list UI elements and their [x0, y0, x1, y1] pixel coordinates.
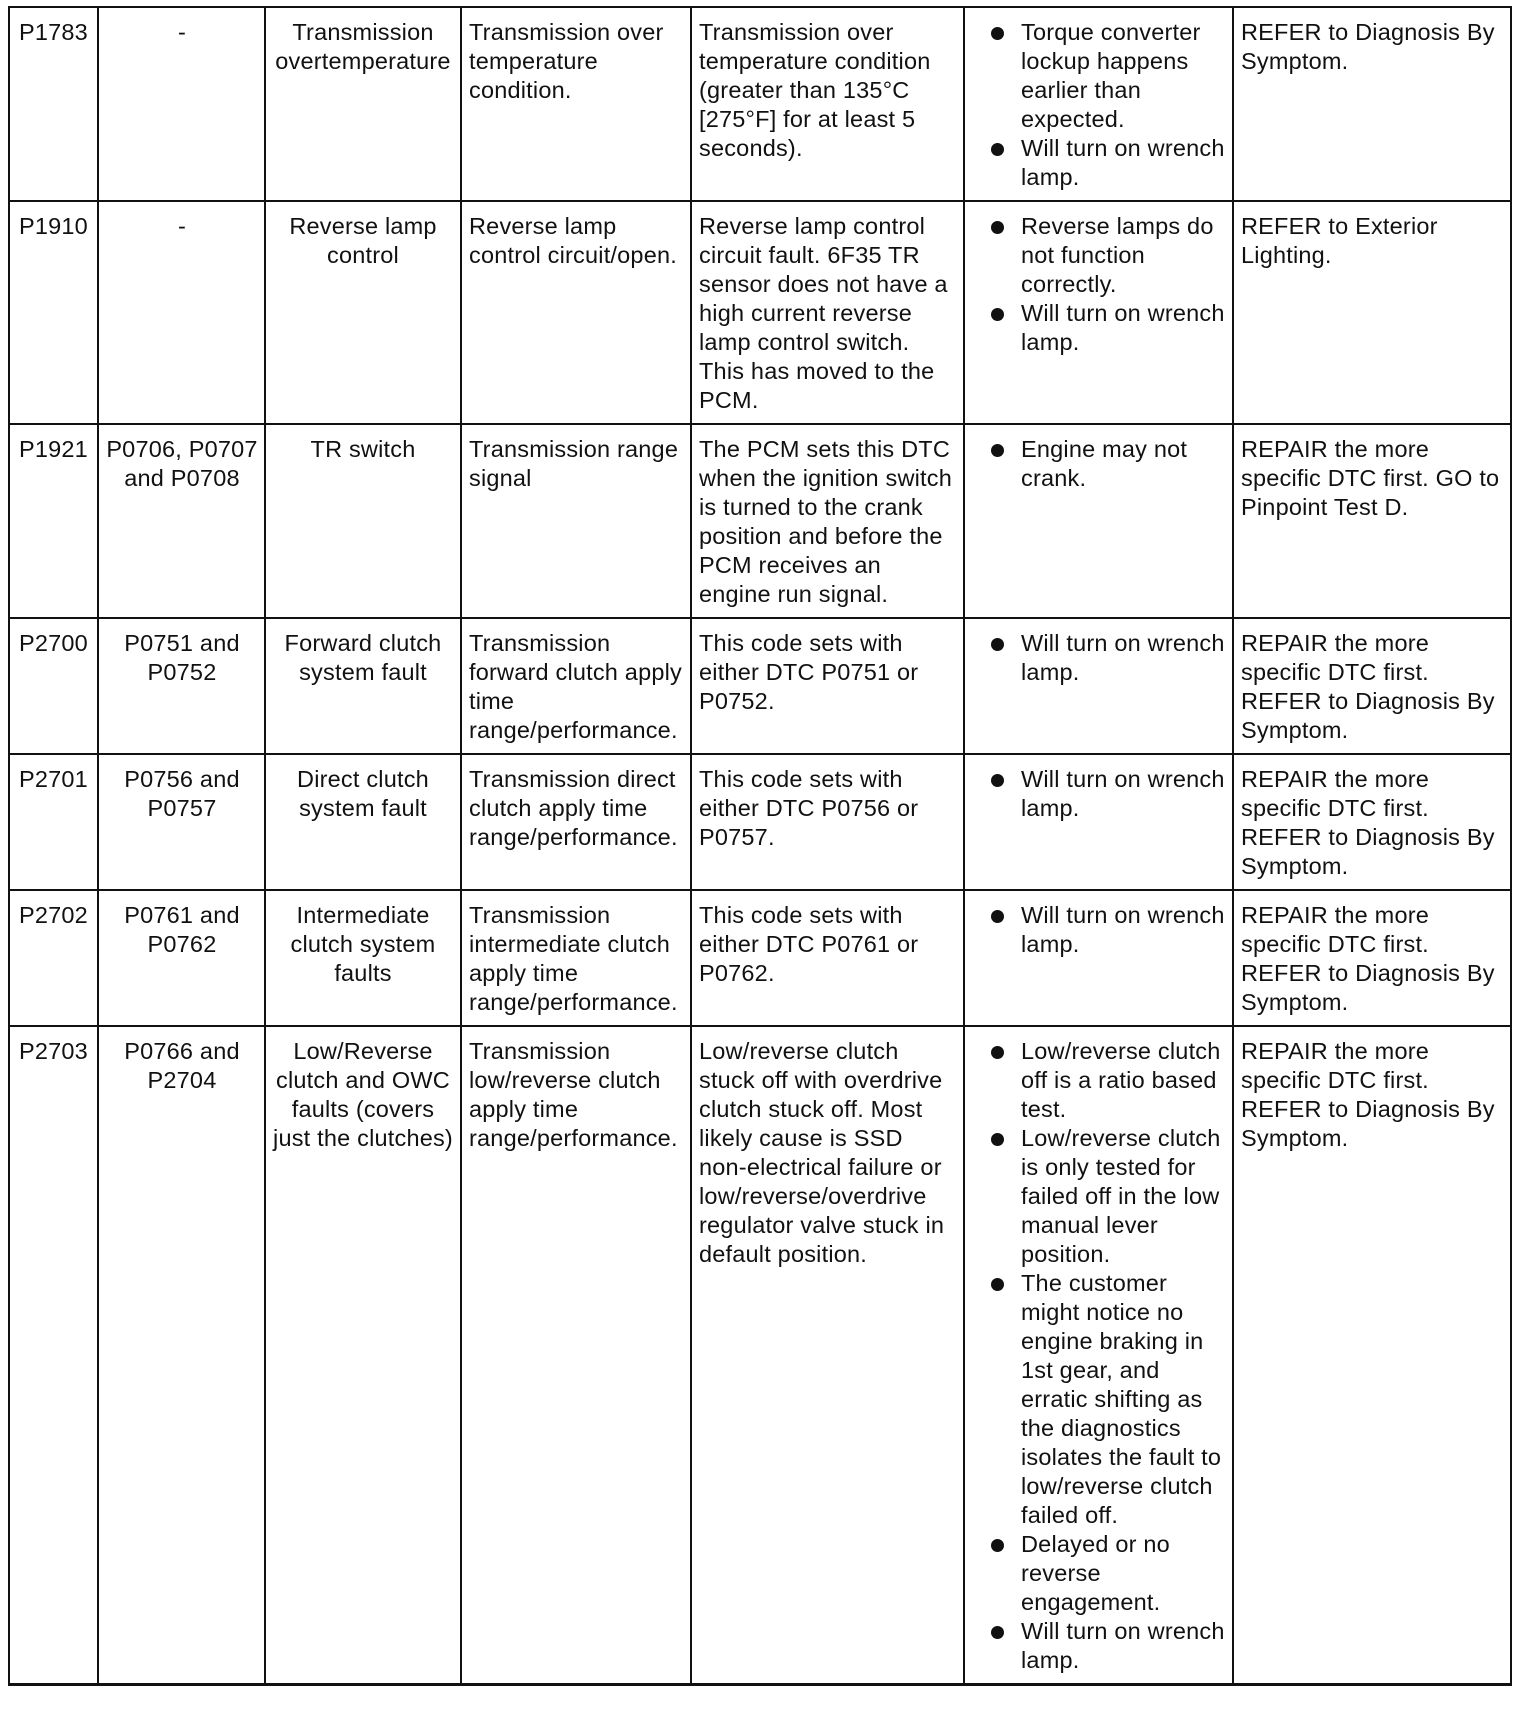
- table-row: [9, 201, 1511, 424]
- dtc-condition: This code sets with either DTC P0756 or P0757.: [691, 754, 964, 890]
- table-row: [9, 7, 1511, 201]
- symptoms-cell: [964, 424, 1233, 618]
- symptom-item: Engine may not crank.: [973, 435, 1228, 493]
- dtc-description: Transmission range signal: [461, 424, 691, 618]
- recommended-action: REPAIR the more specific DTC first. REFER to Diagnosis By Symptom.: [1233, 618, 1511, 754]
- symptom-item: Delayed or no reverse engagement.: [973, 1530, 1228, 1617]
- dtc-condition: This code sets with either DTC P0761 or P0762.: [691, 890, 964, 1026]
- dtc-code: P1783: [9, 7, 98, 201]
- table-row: [9, 618, 1511, 754]
- dtc-code: P2702: [9, 890, 98, 1026]
- recommended-action: REPAIR the more specific DTC first. REFER to Diagnosis By Symptom.: [1233, 1026, 1511, 1685]
- symptoms-cell: [964, 1026, 1233, 1685]
- dtc-description: Transmission forward clutch apply time range/performance.: [461, 618, 691, 754]
- dtc-condition: This code sets with either DTC P0751 or P0752.: [691, 618, 964, 754]
- symptoms-list: [973, 901, 1228, 959]
- dtc-table: [8, 6, 1512, 1686]
- table-row: [9, 890, 1511, 1026]
- related-dtcs: P0756 and P0757: [98, 754, 265, 890]
- symptoms-list: [973, 212, 1228, 357]
- dtc-description: Reverse lamp control circuit/open.: [461, 201, 691, 424]
- recommended-action: REPAIR the more specific DTC first. GO to Pinpoint Test D.: [1233, 424, 1511, 618]
- symptom-item: Will turn on wrench lamp.: [973, 1617, 1228, 1675]
- dtc-condition: The PCM sets this DTC when the ignition switch is turned to the crank position and before the PCM receives an engine run signal.: [691, 424, 964, 618]
- recommended-action: REFER to Exterior Lighting.: [1233, 201, 1511, 424]
- symptoms-list: [973, 765, 1228, 823]
- symptom-item: Torque converter lockup happens earlier than expected.: [973, 18, 1228, 134]
- dtc-code: P2701: [9, 754, 98, 890]
- symptoms-list: [973, 629, 1228, 687]
- dtc-description: Transmission intermediate clutch apply time range/performance.: [461, 890, 691, 1026]
- symptoms-cell: [964, 754, 1233, 890]
- dtc-name: Reverse lamp control: [265, 201, 461, 424]
- dtc-condition: Reverse lamp control circuit fault. 6F35 TR sensor does not have a high current reverse lamp control switch. This has moved to the PCM.: [691, 201, 964, 424]
- related-dtcs: P0766 and P2704: [98, 1026, 265, 1685]
- dtc-description: Transmission low/reverse clutch apply time range/performance.: [461, 1026, 691, 1685]
- table-row: [9, 424, 1511, 618]
- dtc-code: P2703: [9, 1026, 98, 1685]
- symptom-item: Reverse lamps do not function correctly.: [973, 212, 1228, 299]
- symptoms-list: [973, 435, 1228, 493]
- symptom-item: Will turn on wrench lamp.: [973, 299, 1228, 357]
- symptom-item: Will turn on wrench lamp.: [973, 901, 1228, 959]
- related-dtcs: -: [98, 7, 265, 201]
- recommended-action: REPAIR the more specific DTC first. REFER to Diagnosis By Symptom.: [1233, 890, 1511, 1026]
- symptoms-list: [973, 18, 1228, 192]
- symptom-item: Will turn on wrench lamp.: [973, 134, 1228, 192]
- symptom-item: Will turn on wrench lamp.: [973, 765, 1228, 823]
- dtc-description: Transmission over temperature condition.: [461, 7, 691, 201]
- related-dtcs: P0761 and P0762: [98, 890, 265, 1026]
- dtc-condition: Transmission over temperature condition (greater than 135°C [275°F] for at least 5 seconds).: [691, 7, 964, 201]
- related-dtcs: P0706, P0707 and P0708: [98, 424, 265, 618]
- symptom-item: Low/reverse clutch off is a ratio based test.: [973, 1037, 1228, 1124]
- symptoms-list: [973, 1037, 1228, 1675]
- recommended-action: REFER to Diagnosis By Symptom.: [1233, 7, 1511, 201]
- dtc-description: Transmission direct clutch apply time range/performance.: [461, 754, 691, 890]
- dtc-condition: Low/reverse clutch stuck off with overdrive clutch stuck off. Most likely cause is SSD non-electrical failure or low/reverse/overdrive regulator valve stuck in default position.: [691, 1026, 964, 1685]
- symptoms-cell: [964, 7, 1233, 201]
- dtc-name: Intermediate clutch system faults: [265, 890, 461, 1026]
- dtc-name: Low/Reverse clutch and OWC faults (covers just the clutches): [265, 1026, 461, 1685]
- symptoms-cell: [964, 890, 1233, 1026]
- dtc-name: Transmission overtemperature: [265, 7, 461, 201]
- table-row: [9, 1026, 1511, 1685]
- symptoms-cell: [964, 618, 1233, 754]
- dtc-name: TR switch: [265, 424, 461, 618]
- symptom-item: Will turn on wrench lamp.: [973, 629, 1228, 687]
- related-dtcs: -: [98, 201, 265, 424]
- dtc-name: Forward clutch system fault: [265, 618, 461, 754]
- dtc-name: Direct clutch system fault: [265, 754, 461, 890]
- related-dtcs: P0751 and P0752: [98, 618, 265, 754]
- symptoms-cell: [964, 201, 1233, 424]
- dtc-code: P1921: [9, 424, 98, 618]
- symptom-item: The customer might notice no engine braking in 1st gear, and erratic shifting as the diagnostics isolates the fault to low/reverse clutch failed off.: [973, 1269, 1228, 1530]
- table-row: [9, 754, 1511, 890]
- dtc-code: P2700: [9, 618, 98, 754]
- symptom-item: Low/reverse clutch is only tested for failed off in the low manual lever position.: [973, 1124, 1228, 1269]
- dtc-code: P1910: [9, 201, 98, 424]
- recommended-action: REPAIR the more specific DTC first. REFER to Diagnosis By Symptom.: [1233, 754, 1511, 890]
